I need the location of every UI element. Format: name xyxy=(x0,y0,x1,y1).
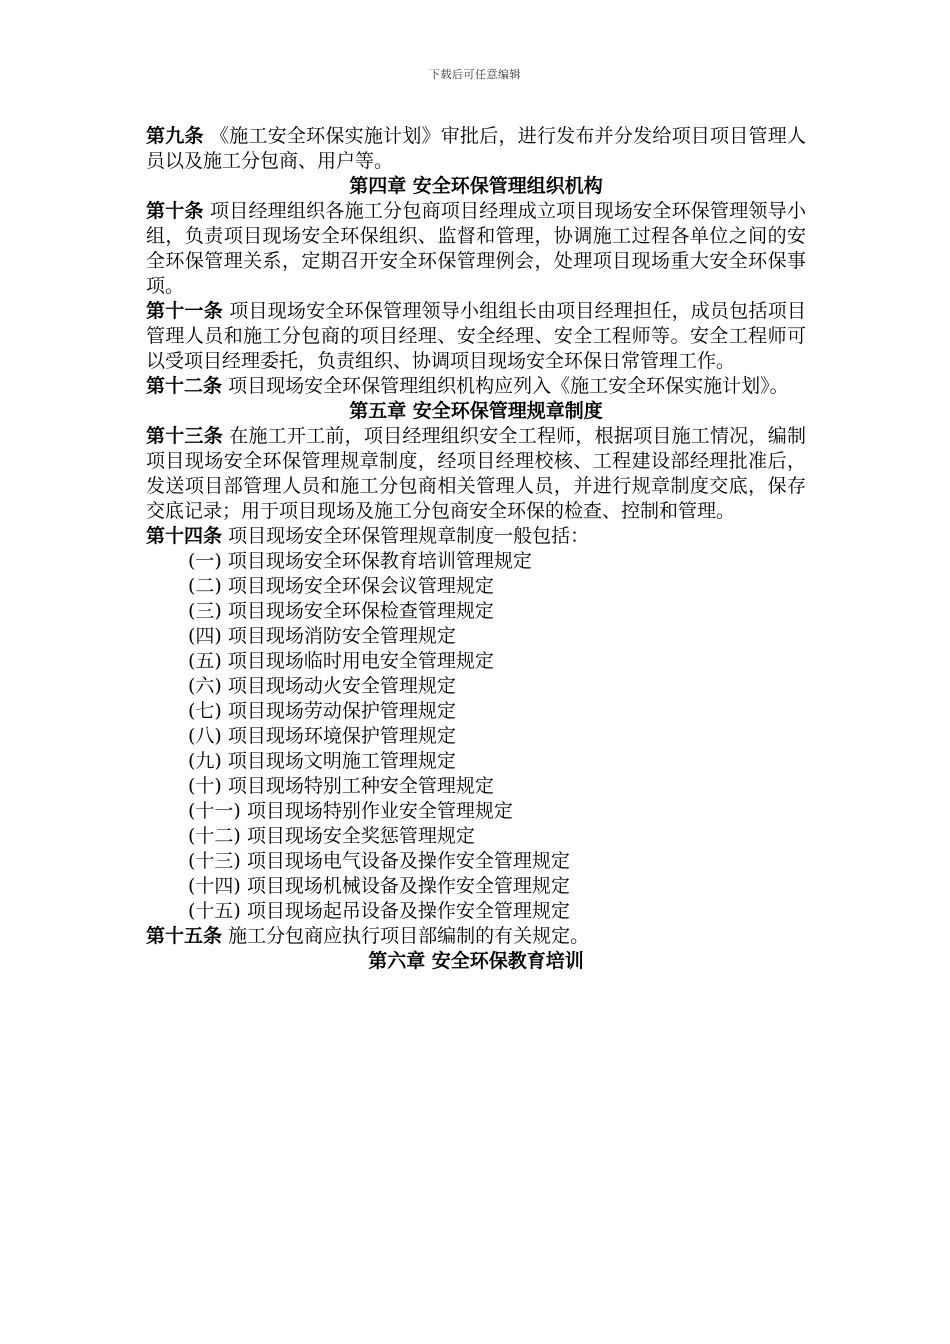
article-10 xyxy=(146,199,806,299)
article-label: 第十四条 xyxy=(146,525,223,547)
page-header: 下载后可任意编辑 xyxy=(429,68,521,81)
document-body xyxy=(146,124,806,974)
article-label: 第九条 xyxy=(146,125,204,147)
article-label: 第十五条 xyxy=(146,925,223,947)
list-item: (十二) 项目现场安全奖惩管理规定 xyxy=(188,825,475,847)
list-item: (八) 项目现场环境保护管理规定 xyxy=(188,725,456,747)
list-item: (七) 项目现场劳动保护管理规定 xyxy=(188,700,456,722)
article-text: 施工分包商应执行项目部编制的有关规定。 xyxy=(228,925,590,947)
chapter-4-title: 第四章 安全环保管理组织机构 xyxy=(349,175,603,197)
article-text: 项目现场安全环保管理领导小组组长由项目经理担任，成员包括项目管理人员和施工分包商的项目经理、安全经理、安全工程师等。安全工程师可以受项目经理委托，负责组织、协调项目现场安全环保日常管理工作。 xyxy=(146,300,806,372)
article-text: 《施工安全环保实施计划》审批后，进行发布并分发给项目项目管理人员以及施工分包商、用户等。 xyxy=(146,125,806,172)
article-15 xyxy=(146,924,806,949)
list-item: (六) 项目现场动火安全管理规定 xyxy=(188,675,456,697)
article-text: 项目现场安全环保管理组织机构应列入《施工安全环保实施计划》。 xyxy=(228,375,789,397)
article-14 xyxy=(146,524,806,549)
list-item: (二) 项目现场安全环保会议管理规定 xyxy=(188,575,494,597)
list-item: (十五) 项目现场起吊设备及操作安全管理规定 xyxy=(188,900,570,922)
article-label: 第十三条 xyxy=(146,425,223,447)
article-label: 第十二条 xyxy=(146,375,223,397)
list-item: (十一) 项目现场特别作业安全管理规定 xyxy=(188,800,513,822)
list-item: (四) 项目现场消防安全管理规定 xyxy=(188,625,456,647)
article-text: 项目现场安全环保管理规章制度一般包括： xyxy=(228,525,590,547)
list-item: (十) 项目现场特别工种安全管理规定 xyxy=(188,775,494,797)
article-label: 第十一条 xyxy=(146,300,223,322)
list-item: (五) 项目现场临时用电安全管理规定 xyxy=(188,650,494,672)
article-text: 项目经理组织各施工分包商项目经理成立项目现场安全环保管理领导小组，负责项目现场安全环保组织、监督和管理，协调施工过程各单位之间的安全环保管理关系，定期召开安全环保管理例会，处理项目现场重大安全环保事项。 xyxy=(146,200,806,297)
list-item: (九) 项目现场文明施工管理规定 xyxy=(188,750,456,772)
list-item: (三) 项目现场安全环保检查管理规定 xyxy=(188,600,494,622)
list-item: (十三) 项目现场电气设备及操作安全管理规定 xyxy=(188,850,570,872)
rules-list xyxy=(146,549,806,924)
chapter-6-title: 第六章 安全环保教育培训 xyxy=(368,950,584,972)
article-text: 在施工开工前，项目经理组织安全工程师，根据项目施工情况，编制项目现场安全环保管理规章制度，经项目经理校核、工程建设部经理批准后，发送项目部管理人员和施工分包商相关管理人员，并进行规章制度交底，保存交底记录；用于项目现场及施工分包商安全环保的检查、控制和管理。 xyxy=(146,425,806,522)
article-9 xyxy=(146,124,806,174)
article-13 xyxy=(146,424,806,524)
article-label: 第十条 xyxy=(146,200,204,222)
chapter-5-title: 第五章 安全环保管理规章制度 xyxy=(349,400,603,422)
article-12 xyxy=(146,374,806,399)
list-item: (十四) 项目现场机械设备及操作安全管理规定 xyxy=(188,875,570,897)
list-item: (一) 项目现场安全环保教育培训管理规定 xyxy=(188,550,532,572)
article-11 xyxy=(146,299,806,374)
